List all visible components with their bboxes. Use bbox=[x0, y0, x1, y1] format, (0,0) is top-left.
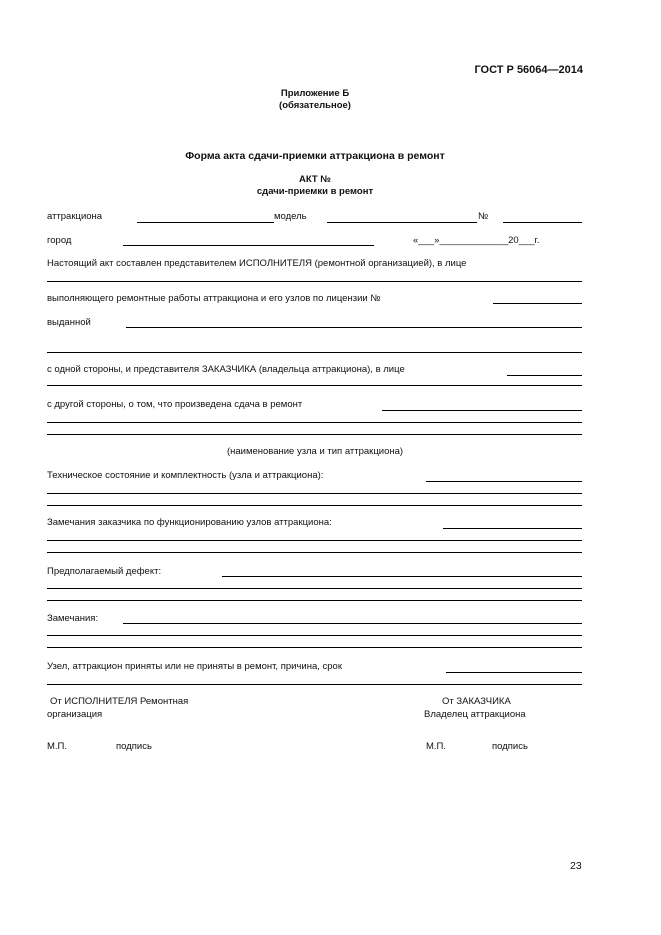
tech-state-field[interactable] bbox=[426, 481, 582, 482]
appendix-title: Приложение Б bbox=[280, 88, 350, 99]
remarks-field[interactable] bbox=[123, 623, 582, 624]
customer-label-line-1: От ЗАКАЗЧИКА bbox=[442, 696, 511, 707]
city-field[interactable] bbox=[123, 245, 374, 246]
customer-representative-field[interactable] bbox=[507, 375, 582, 376]
executor-label-line-1: От ИСПОЛНИТЕЛЯ Ремонтная bbox=[50, 696, 189, 707]
defect-field-line-3[interactable] bbox=[47, 600, 582, 601]
defect-field[interactable] bbox=[222, 576, 582, 577]
model-label: модель bbox=[274, 211, 307, 222]
defect-field-line-2[interactable] bbox=[47, 588, 582, 589]
remarks-label: Замечания: bbox=[47, 613, 99, 624]
number-label: № bbox=[478, 211, 489, 222]
other-side-text: с другой стороны, о том, что произведена сдача в ремонт bbox=[47, 399, 303, 410]
customer-representative-field-line-2[interactable] bbox=[47, 385, 582, 386]
issued-label: выданной bbox=[47, 317, 91, 328]
defect-label: Предполагаемый дефект: bbox=[47, 566, 162, 577]
accepted-label: Узел, аттракцион приняты или не приняты в ремонт, причина, срок bbox=[47, 661, 342, 672]
executor-representative-field[interactable] bbox=[47, 281, 582, 282]
other-side-field[interactable] bbox=[382, 410, 582, 411]
city-label: город bbox=[47, 235, 72, 246]
accepted-field-line-2[interactable] bbox=[47, 684, 582, 685]
tech-state-label: Техническое состояние и комплектность (узла и аттракциона): bbox=[47, 470, 324, 481]
date-field[interactable]: «___»_____________20___г. bbox=[413, 235, 540, 246]
issued-field[interactable] bbox=[126, 327, 582, 328]
act-title: АКТ № bbox=[299, 174, 331, 185]
form-title: Форма акта сдачи-приемки аттракциона в ремонт bbox=[185, 150, 445, 162]
tech-state-field-line-3[interactable] bbox=[47, 505, 582, 506]
unit-field-line-1[interactable] bbox=[47, 422, 582, 423]
page-number: 23 bbox=[570, 860, 582, 872]
executor-label-line-2: организация bbox=[47, 709, 103, 720]
customer-remarks-field-line-2[interactable] bbox=[47, 540, 582, 541]
number-field[interactable] bbox=[503, 222, 582, 223]
attraction-label: аттракциона bbox=[47, 211, 103, 222]
remarks-field-line-2[interactable] bbox=[47, 635, 582, 636]
tech-state-field-line-2[interactable] bbox=[47, 493, 582, 494]
act-subtitle: сдачи-приемки в ремонт bbox=[256, 186, 374, 197]
standard-number: ГОСТ Р 56064—2014 bbox=[474, 64, 583, 76]
issued-field-line-2[interactable] bbox=[47, 352, 582, 353]
license-label: выполняющего ремонтные работы аттракциона и его узлов по лицензии № bbox=[47, 293, 381, 304]
executor-stamp: М.П. bbox=[47, 741, 68, 752]
customer-remarks-label: Замечания заказчика по функционированию узлов аттракциона: bbox=[47, 517, 332, 528]
appendix-status: (обязательное) bbox=[279, 100, 351, 111]
remarks-field-line-3[interactable] bbox=[47, 647, 582, 648]
customer-side-text: с одной стороны, и представителя ЗАКАЗЧИКА (владельца аттракциона), в лице bbox=[47, 364, 405, 375]
unit-field-line-2[interactable] bbox=[47, 434, 582, 435]
customer-stamp: М.П. bbox=[426, 741, 447, 752]
customer-remarks-field[interactable] bbox=[443, 528, 582, 529]
customer-remarks-field-line-3[interactable] bbox=[47, 552, 582, 553]
customer-label-line-2: Владелец аттракциона bbox=[424, 709, 526, 720]
executor-signature: подпись bbox=[116, 741, 152, 752]
license-number-field[interactable] bbox=[493, 303, 582, 304]
model-field[interactable] bbox=[327, 222, 477, 223]
customer-signature: подпись bbox=[492, 741, 528, 752]
intro-text: Настоящий акт составлен представителем ИСПОЛНИТЕЛЯ (ремонтной организацией), в лице bbox=[47, 258, 467, 269]
attraction-field[interactable] bbox=[137, 222, 274, 223]
accepted-field[interactable] bbox=[446, 672, 582, 673]
unit-caption: (наименование узла и тип аттракциона) bbox=[226, 446, 404, 457]
